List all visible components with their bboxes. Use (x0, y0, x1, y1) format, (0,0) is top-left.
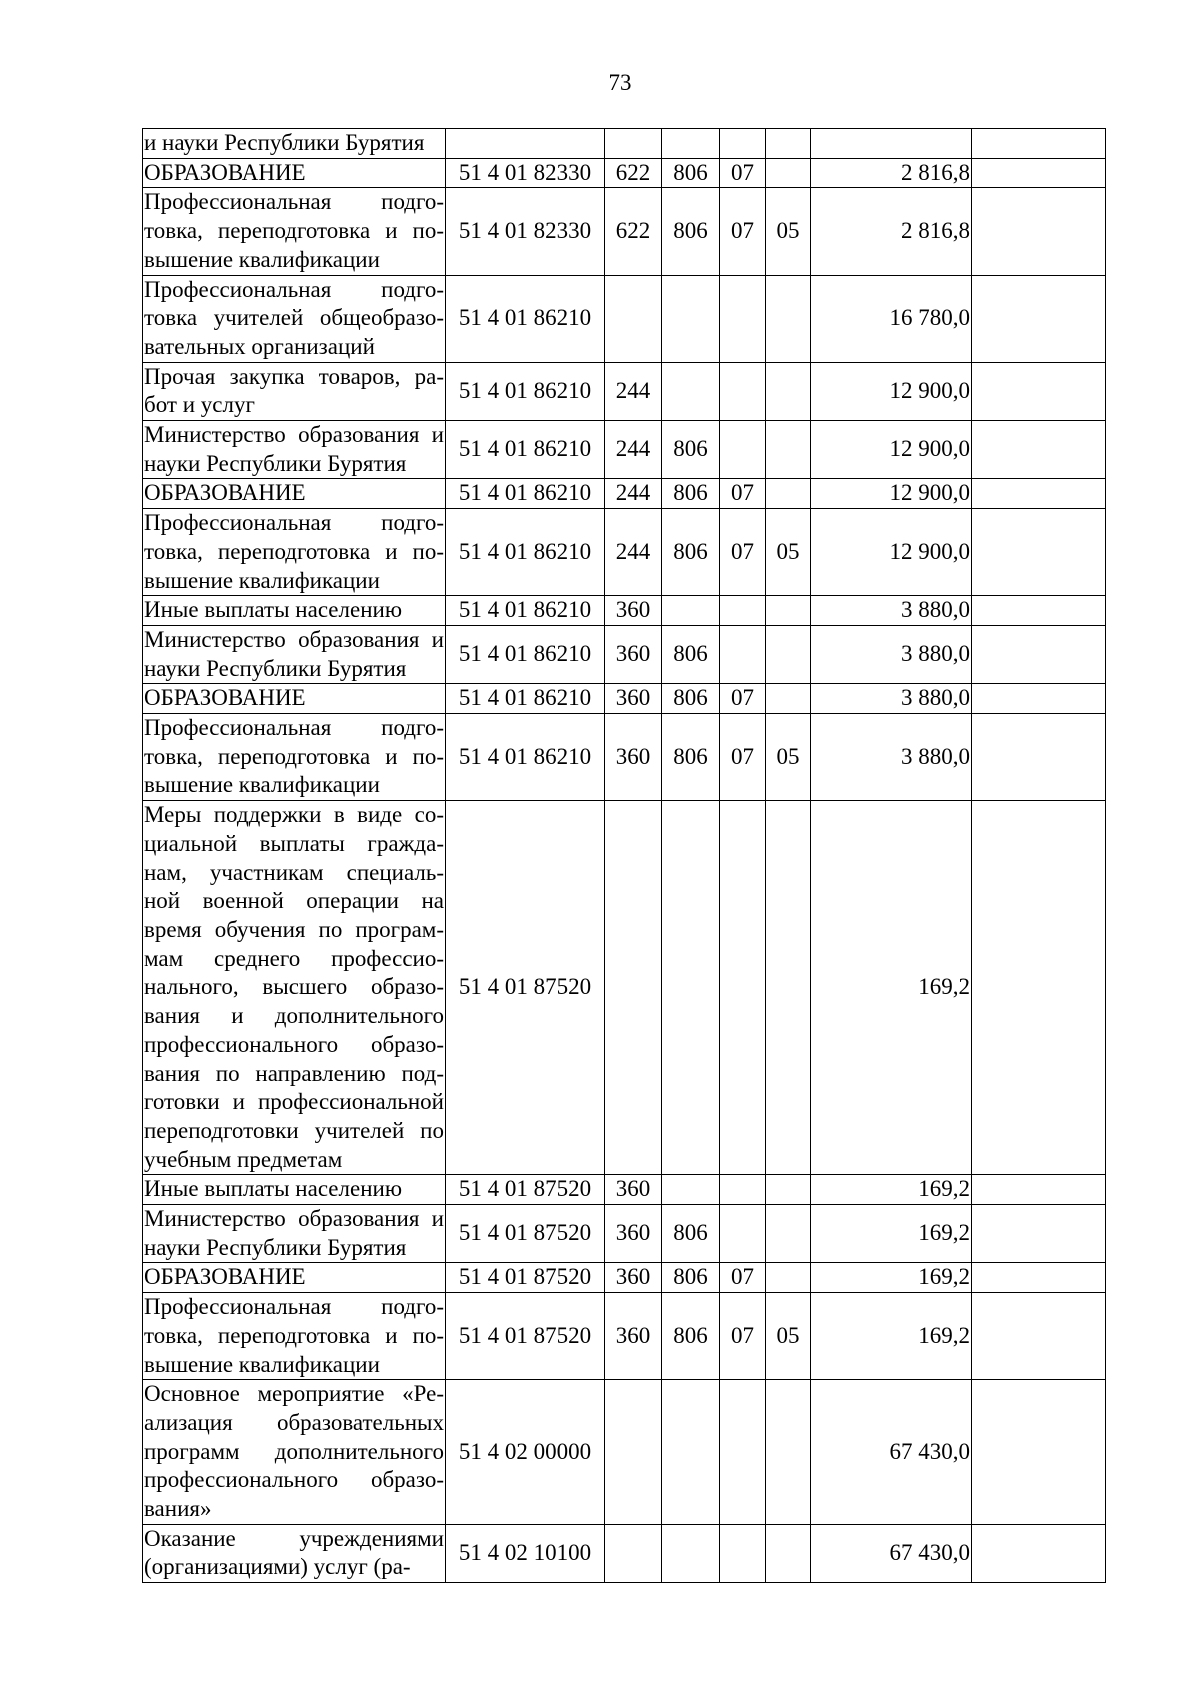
row-section-cell (720, 129, 766, 159)
row-expense-type-cell: 360 (605, 1293, 662, 1380)
row-name-cell: Профессиональная подго-товка, переподготовка и по-вышение квалификации (143, 714, 446, 801)
row-section-cell (720, 362, 766, 420)
row-section-cell (720, 421, 766, 479)
row-subsection-cell: 05 (766, 1293, 811, 1380)
row-expense-type-cell (605, 129, 662, 159)
row-ministry-code-cell (662, 362, 720, 420)
row-amount-cell: 169,2 (811, 1263, 972, 1293)
table-row (143, 684, 1106, 714)
row-name-cell: Оказание учреждениями (организациями) услуг (ра- (143, 1524, 446, 1582)
row-ministry-code-cell (662, 801, 720, 1175)
row-ministry-code-cell (662, 596, 720, 626)
row-subsection-cell (766, 129, 811, 159)
row-subsection-cell (766, 362, 811, 420)
row-subsection-cell (766, 1524, 811, 1582)
row-code-cell: 51 4 01 86210 (446, 362, 605, 420)
row-name-cell: Профессиональная подго-товка, переподготовка и по-вышение квалификации (143, 509, 446, 596)
row-section-cell (720, 801, 766, 1175)
row-subsection-cell (766, 421, 811, 479)
row-expense-type-cell: 244 (605, 362, 662, 420)
table-row (143, 188, 1106, 275)
row-subsection-cell: 05 (766, 509, 811, 596)
table-row (143, 1524, 1106, 1582)
row-name-cell: ОБРАЗОВАНИЕ (143, 1263, 446, 1293)
row-expense-type-cell (605, 801, 662, 1175)
table-row (143, 596, 1106, 626)
row-section-cell: 07 (720, 509, 766, 596)
row-name-cell: ОБРАЗОВАНИЕ (143, 479, 446, 509)
row-name-cell: Профессиональная подго-товка, переподготовка и по-вышение квалификации (143, 1293, 446, 1380)
row-section-cell: 07 (720, 714, 766, 801)
row-extra-cell (972, 1524, 1106, 1582)
budget-table-body (143, 129, 1106, 1583)
table-row (143, 158, 1106, 188)
row-extra-cell (972, 1175, 1106, 1205)
row-code-cell: 51 4 01 86210 (446, 625, 605, 683)
row-expense-type-cell: 360 (605, 625, 662, 683)
row-section-cell (720, 275, 766, 362)
row-expense-type-cell: 360 (605, 1175, 662, 1205)
row-name-cell: Профессиональная подго-товка, переподготовка и по-вышение квалификации (143, 188, 446, 275)
row-subsection-cell: 05 (766, 188, 811, 275)
row-extra-cell (972, 1380, 1106, 1525)
table-row (143, 362, 1106, 420)
row-expense-type-cell: 244 (605, 479, 662, 509)
row-amount-cell: 12 900,0 (811, 362, 972, 420)
row-ministry-code-cell: 806 (662, 158, 720, 188)
row-amount-cell: 12 900,0 (811, 421, 972, 479)
row-expense-type-cell: 622 (605, 158, 662, 188)
row-extra-cell (972, 1205, 1106, 1263)
row-amount-cell: 169,2 (811, 801, 972, 1175)
table-row (143, 421, 1106, 479)
row-name-cell: Меры поддержки в виде со-циальной выплаты гражда-нам, участникам специаль-ной военной операции на время обучения по програм-мам среднего профессио-нального, высшего образо-вания и дополнительного профессионального образо-вания по направлению под-готовки и профессиональной переподготовки учителей по учебным предметам (143, 801, 446, 1175)
row-section-cell: 07 (720, 479, 766, 509)
row-extra-cell (972, 188, 1106, 275)
row-code-cell: 51 4 01 87520 (446, 801, 605, 1175)
row-extra-cell (972, 1293, 1106, 1380)
row-section-cell (720, 596, 766, 626)
row-subsection-cell (766, 801, 811, 1175)
row-name-cell: ОБРАЗОВАНИЕ (143, 684, 446, 714)
row-amount-cell: 3 880,0 (811, 625, 972, 683)
row-extra-cell (972, 1263, 1106, 1293)
row-code-cell: 51 4 01 86210 (446, 275, 605, 362)
table-row (143, 1293, 1106, 1380)
row-extra-cell (972, 596, 1106, 626)
row-extra-cell (972, 625, 1106, 683)
row-code-cell: 51 4 01 86210 (446, 421, 605, 479)
row-code-cell: 51 4 01 86210 (446, 509, 605, 596)
row-extra-cell (972, 158, 1106, 188)
row-subsection-cell (766, 684, 811, 714)
row-extra-cell (972, 801, 1106, 1175)
row-name-cell: Министерство образования и науки Республики Бурятия (143, 625, 446, 683)
row-section-cell (720, 625, 766, 683)
row-section-cell: 07 (720, 1263, 766, 1293)
row-name-cell: Иные выплаты населению (143, 1175, 446, 1205)
row-ministry-code-cell: 806 (662, 1263, 720, 1293)
row-amount-cell: 3 880,0 (811, 684, 972, 714)
row-name-cell: Министерство образования и науки Республики Бурятия (143, 1205, 446, 1263)
row-amount-cell: 16 780,0 (811, 275, 972, 362)
row-expense-type-cell (605, 275, 662, 362)
table-row (143, 625, 1106, 683)
row-code-cell: 51 4 01 86210 (446, 479, 605, 509)
row-expense-type-cell: 622 (605, 188, 662, 275)
row-code-cell: 51 4 01 87520 (446, 1293, 605, 1380)
table-row (143, 1205, 1106, 1263)
row-ministry-code-cell (662, 275, 720, 362)
row-ministry-code-cell: 806 (662, 421, 720, 479)
row-section-cell (720, 1205, 766, 1263)
row-subsection-cell (766, 1380, 811, 1525)
row-ministry-code-cell (662, 1380, 720, 1525)
row-subsection-cell (766, 1263, 811, 1293)
row-expense-type-cell: 360 (605, 596, 662, 626)
row-name-cell: Прочая закупка товаров, ра-бот и услуг (143, 362, 446, 420)
row-subsection-cell (766, 275, 811, 362)
row-expense-type-cell: 360 (605, 714, 662, 801)
row-amount-cell: 12 900,0 (811, 509, 972, 596)
row-extra-cell (972, 479, 1106, 509)
row-extra-cell (972, 129, 1106, 159)
row-ministry-code-cell: 806 (662, 714, 720, 801)
row-section-cell (720, 1175, 766, 1205)
row-ministry-code-cell: 806 (662, 625, 720, 683)
row-code-cell: 51 4 02 00000 (446, 1380, 605, 1525)
row-expense-type-cell: 360 (605, 1263, 662, 1293)
row-extra-cell (972, 684, 1106, 714)
table-row (143, 801, 1106, 1175)
row-code-cell: 51 4 01 87520 (446, 1205, 605, 1263)
row-subsection-cell: 05 (766, 714, 811, 801)
row-name-cell: Профессиональная подго-товка учителей общеобразо-вательных организаций (143, 275, 446, 362)
table-row (143, 1175, 1106, 1205)
row-expense-type-cell: 360 (605, 684, 662, 714)
row-code-cell: 51 4 01 86210 (446, 596, 605, 626)
row-section-cell: 07 (720, 1293, 766, 1380)
row-section-cell: 07 (720, 188, 766, 275)
table-row (143, 275, 1106, 362)
row-expense-type-cell: 244 (605, 421, 662, 479)
table-row (143, 714, 1106, 801)
table-row (143, 1380, 1106, 1525)
row-section-cell: 07 (720, 684, 766, 714)
row-ministry-code-cell (662, 1175, 720, 1205)
row-section-cell: 07 (720, 158, 766, 188)
row-code-cell: 51 4 01 87520 (446, 1263, 605, 1293)
row-extra-cell (972, 509, 1106, 596)
page-number: 73 (608, 70, 632, 95)
row-name-cell: и науки Республики Бурятия (143, 129, 446, 159)
row-code-cell: 51 4 01 87520 (446, 1175, 605, 1205)
row-ministry-code-cell: 806 (662, 684, 720, 714)
budget-table (142, 128, 1106, 1583)
row-code-cell: 51 4 02 10100 (446, 1524, 605, 1582)
row-section-cell (720, 1380, 766, 1525)
row-amount-cell: 169,2 (811, 1293, 972, 1380)
row-amount-cell: 67 430,0 (811, 1380, 972, 1525)
row-amount-cell (811, 129, 972, 159)
row-extra-cell (972, 714, 1106, 801)
row-name-cell: Основное мероприятие «Ре-ализация образовательных программ дополнительного профессионального образо-вания» (143, 1380, 446, 1525)
row-amount-cell: 2 816,8 (811, 188, 972, 275)
row-amount-cell: 169,2 (811, 1205, 972, 1263)
row-subsection-cell (766, 158, 811, 188)
row-subsection-cell (766, 625, 811, 683)
row-extra-cell (972, 362, 1106, 420)
row-name-cell: Иные выплаты населению (143, 596, 446, 626)
row-ministry-code-cell (662, 1524, 720, 1582)
row-amount-cell: 3 880,0 (811, 596, 972, 626)
row-subsection-cell (766, 479, 811, 509)
row-ministry-code-cell (662, 129, 720, 159)
table-row (143, 129, 1106, 159)
row-ministry-code-cell: 806 (662, 479, 720, 509)
row-expense-type-cell (605, 1380, 662, 1525)
row-ministry-code-cell: 806 (662, 1293, 720, 1380)
row-extra-cell (972, 275, 1106, 362)
row-code-cell: 51 4 01 82330 (446, 188, 605, 275)
row-name-cell: ОБРАЗОВАНИЕ (143, 158, 446, 188)
table-row (143, 479, 1106, 509)
row-code-cell: 51 4 01 86210 (446, 684, 605, 714)
row-amount-cell: 67 430,0 (811, 1524, 972, 1582)
row-subsection-cell (766, 1175, 811, 1205)
row-amount-cell: 3 880,0 (811, 714, 972, 801)
row-ministry-code-cell: 806 (662, 188, 720, 275)
row-subsection-cell (766, 596, 811, 626)
row-amount-cell: 12 900,0 (811, 479, 972, 509)
row-expense-type-cell: 244 (605, 509, 662, 596)
table-row (143, 509, 1106, 596)
row-ministry-code-cell: 806 (662, 1205, 720, 1263)
row-ministry-code-cell: 806 (662, 509, 720, 596)
row-code-cell: 51 4 01 86210 (446, 714, 605, 801)
row-expense-type-cell: 360 (605, 1205, 662, 1263)
table-row (143, 1263, 1106, 1293)
row-amount-cell: 2 816,8 (811, 158, 972, 188)
row-extra-cell (972, 421, 1106, 479)
row-amount-cell: 169,2 (811, 1175, 972, 1205)
row-name-cell: Министерство образования и науки Республики Бурятия (143, 421, 446, 479)
row-section-cell (720, 1524, 766, 1582)
row-subsection-cell (766, 1205, 811, 1263)
row-code-cell (446, 129, 605, 159)
row-code-cell: 51 4 01 82330 (446, 158, 605, 188)
row-expense-type-cell (605, 1524, 662, 1582)
